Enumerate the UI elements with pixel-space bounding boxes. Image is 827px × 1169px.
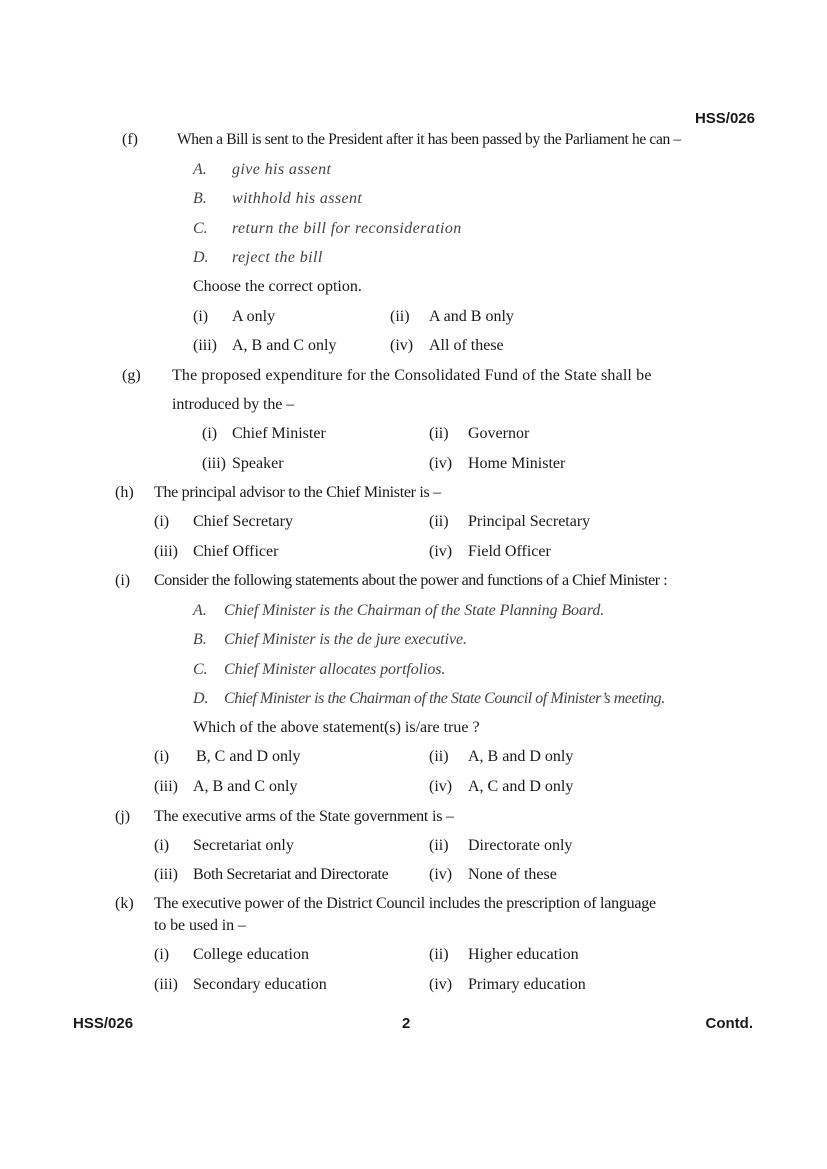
option-text: Chief Secretary xyxy=(193,513,293,530)
page-number: 2 xyxy=(402,1015,411,1032)
option-text: Secondary education xyxy=(193,976,327,993)
option-number: (iii) xyxy=(202,455,226,472)
question-prompt: Which of the above statement(s) is/are true ? xyxy=(193,719,480,736)
option-text: A and B only xyxy=(429,308,514,325)
option-text: Primary education xyxy=(468,976,586,993)
option-text: Directorate only xyxy=(468,837,573,854)
option-number: (i) xyxy=(154,748,170,765)
option-text: Secretariat only xyxy=(193,837,294,854)
statement-letter: A. xyxy=(193,161,207,178)
statement-text: Chief Minister allocates portfolios. xyxy=(224,661,446,678)
statement-text: Chief Minister is the Chairman of the State Planning Board. xyxy=(224,602,605,619)
question-label: (g) xyxy=(122,367,141,384)
question-text-line2: to be used in – xyxy=(154,917,246,934)
option-number: (ii) xyxy=(429,946,449,963)
option-text: Higher education xyxy=(468,946,579,963)
question-text: Consider the following statements about the power and functions of a Chief Minister : xyxy=(154,572,668,589)
statement-letter: A. xyxy=(193,602,207,619)
option-number: (iv) xyxy=(429,866,453,883)
question-label: (h) xyxy=(115,484,134,501)
statement-text: withhold his assent xyxy=(232,190,363,207)
question-label: (k) xyxy=(115,895,134,912)
question-text-line2: introduced by the – xyxy=(172,396,295,413)
option-text: Chief Officer xyxy=(193,543,279,560)
footer-contd: Contd. xyxy=(705,1015,753,1032)
option-number: (i) xyxy=(154,513,170,530)
question-text-line1: The proposed expenditure for the Consolidated Fund of the State shall be xyxy=(172,367,652,384)
option-number: (iv) xyxy=(429,976,453,993)
option-number: (iii) xyxy=(154,866,178,883)
option-number: (iii) xyxy=(193,337,217,354)
option-number: (i) xyxy=(193,308,209,325)
option-number: (iii) xyxy=(154,778,178,795)
option-text: Governor xyxy=(468,425,530,442)
footer-code: HSS/026 xyxy=(73,1015,134,1032)
question-label: (i) xyxy=(115,572,131,589)
option-number: (ii) xyxy=(429,425,449,442)
option-text: A, B and C only xyxy=(193,778,298,795)
option-text: A, B and C only xyxy=(232,337,337,354)
question-text: When a Bill is sent to the President after it has been passed by the Parliament he can – xyxy=(177,131,681,148)
header-code: HSS/026 xyxy=(694,110,755,127)
option-text: Speaker xyxy=(232,455,284,472)
question-text: The principal advisor to the Chief Minister is – xyxy=(154,484,441,501)
question-text: The executive arms of the State government is – xyxy=(154,808,454,825)
option-text: All of these xyxy=(429,337,504,354)
option-number: (ii) xyxy=(390,308,410,325)
statement-letter: D. xyxy=(193,249,209,266)
option-number: (i) xyxy=(202,425,218,442)
option-number: (i) xyxy=(154,837,170,854)
option-text: Principal Secretary xyxy=(468,513,591,530)
option-number: (ii) xyxy=(429,513,449,530)
question-label: (f) xyxy=(122,131,138,148)
option-text: A only xyxy=(232,308,276,325)
option-number: (i) xyxy=(154,946,170,963)
option-number: (iv) xyxy=(429,778,453,795)
option-text: Home Minister xyxy=(468,455,566,472)
statement-letter: C. xyxy=(193,220,208,237)
option-text: A, C and D only xyxy=(468,778,574,795)
option-text: College education xyxy=(193,946,309,963)
statement-letter: C. xyxy=(193,661,208,678)
option-text: B, C and D only xyxy=(196,748,301,765)
option-number: (ii) xyxy=(429,837,449,854)
statement-letter: D. xyxy=(193,690,209,707)
statement-letter: B. xyxy=(193,190,207,207)
question-prompt: Choose the correct option. xyxy=(193,278,362,295)
question-label: (j) xyxy=(115,808,131,825)
statement-text: Chief Minister is the de jure executive. xyxy=(224,631,467,648)
statement-text: Chief Minister is the Chairman of the State Council of Minister’s meeting. xyxy=(224,690,665,707)
option-text: Chief Minister xyxy=(232,425,326,442)
statement-letter: B. xyxy=(193,631,207,648)
option-number: (ii) xyxy=(429,748,449,765)
option-number: (iv) xyxy=(390,337,414,354)
statement-text: return the bill for reconsideration xyxy=(232,220,462,237)
question-text-line1: The executive power of the District Council includes the prescription of language xyxy=(154,895,656,912)
option-text: Field Officer xyxy=(468,543,551,560)
option-text: A, B and D only xyxy=(468,748,574,765)
option-number: (iii) xyxy=(154,543,178,560)
option-number: (iv) xyxy=(429,543,453,560)
option-number: (iii) xyxy=(154,976,178,993)
option-text: Both Secretariat and Directorate xyxy=(193,866,389,883)
option-text: None of these xyxy=(468,866,557,883)
option-number: (iv) xyxy=(429,455,453,472)
statement-text: give his assent xyxy=(232,161,332,178)
statement-text: reject the bill xyxy=(232,249,323,266)
